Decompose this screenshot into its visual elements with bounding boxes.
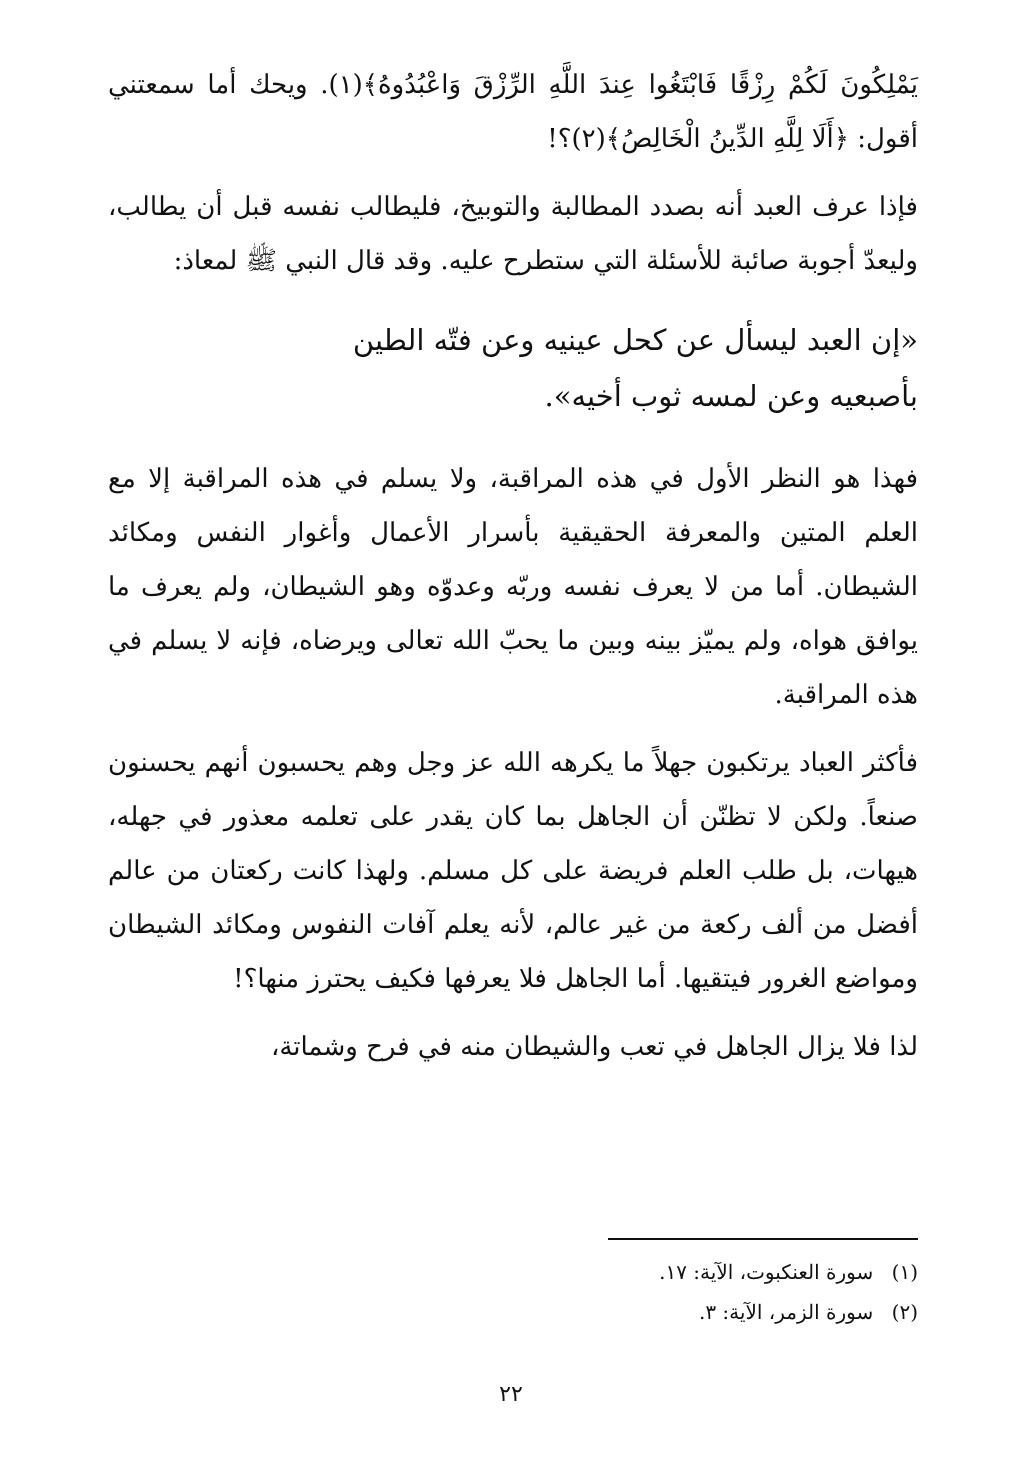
footnote-divider <box>608 1238 918 1240</box>
footnote-2 <box>608 1292 918 1332</box>
page-number: ٢٢ <box>499 1382 523 1407</box>
footnote-number: (٢) <box>891 1300 918 1324</box>
paragraph-5: لذا فلا يزال الجاهل في تعب والشيطان منه في فرح وشماتة، <box>270 1032 918 1062</box>
paragraph-3: فهذا هو النظر الأول في هذه المراقبة، ولا يسلم في هذه المراقبة إلا مع العلم المتين والمعرفة الحقيقية بأسرار الأعمال وأغوار النفس ومكائد الشيطان. أما من لا يعرف نفسه وربّه وعدوّه وهو الشيطان، ولم يعرف ما يوافق هواه، ولم يميّز بينه وبين ما يحبّ الله تعالى ويرضاه، فإنه لا يسلم في هذه المراقبة. <box>108 464 918 710</box>
hadith-quote: «إن العبد ليسأل عن كحل عينيه وعن فتّه الطين بأصبعيه وعن لمسه ثوب أخيه». <box>352 323 918 413</box>
footnote-1 <box>608 1252 918 1292</box>
paragraph-4: فأكثر العباد يرتكبون جهلاً ما يكرهه الله عز وجل وهم يحسبون أنهم يحسنون صنعاً. ولكن لا تظنّن أن الجاهل بما كان يقدر على تعلمه معذور في جهله، هيهات، بل طلب العلم فريضة على كل مسلم. ولهذا كانت ركعتان من عالم أفضل من ألف ركعة من غير عالم، لأنه يعلم آفات النفوس ومكائد الشيطان ومواضع الغرور فيتقيها. أما الجاهل فلا يعرفها فكيف يحترز منها؟! <box>108 748 918 994</box>
footnote-text: سورة الزمر، الآية: ٣. <box>698 1300 874 1324</box>
paragraph-1: يَمْلِكُونَ لَكُمْ رِزْقًا فَابْتَغُوا عِندَ اللَّهِ الرِّزْقَ وَاعْبُدُوهُ﴾(١). ويحك أما سمعتني أقول: ﴿أَلَا لِلَّهِ الدِّينُ الْخَالِصُ﴾(٢)؟! <box>108 70 918 154</box>
footnote-number: (١) <box>891 1260 918 1284</box>
footnote-text: سورة العنكبوت، الآية: ١٧. <box>659 1260 874 1284</box>
page-body <box>108 58 918 1074</box>
paragraph-2: فإذا عرف العبد أنه بصدد المطالبة والتوبيخ، فليطالب نفسه قبل أن يطالب، وليعدّ أجوبة صائبة للأسئلة التي ستطرح عليه. وقد قال النبي ﷺ لمعاذ: <box>108 192 918 276</box>
footnotes <box>608 1238 918 1332</box>
